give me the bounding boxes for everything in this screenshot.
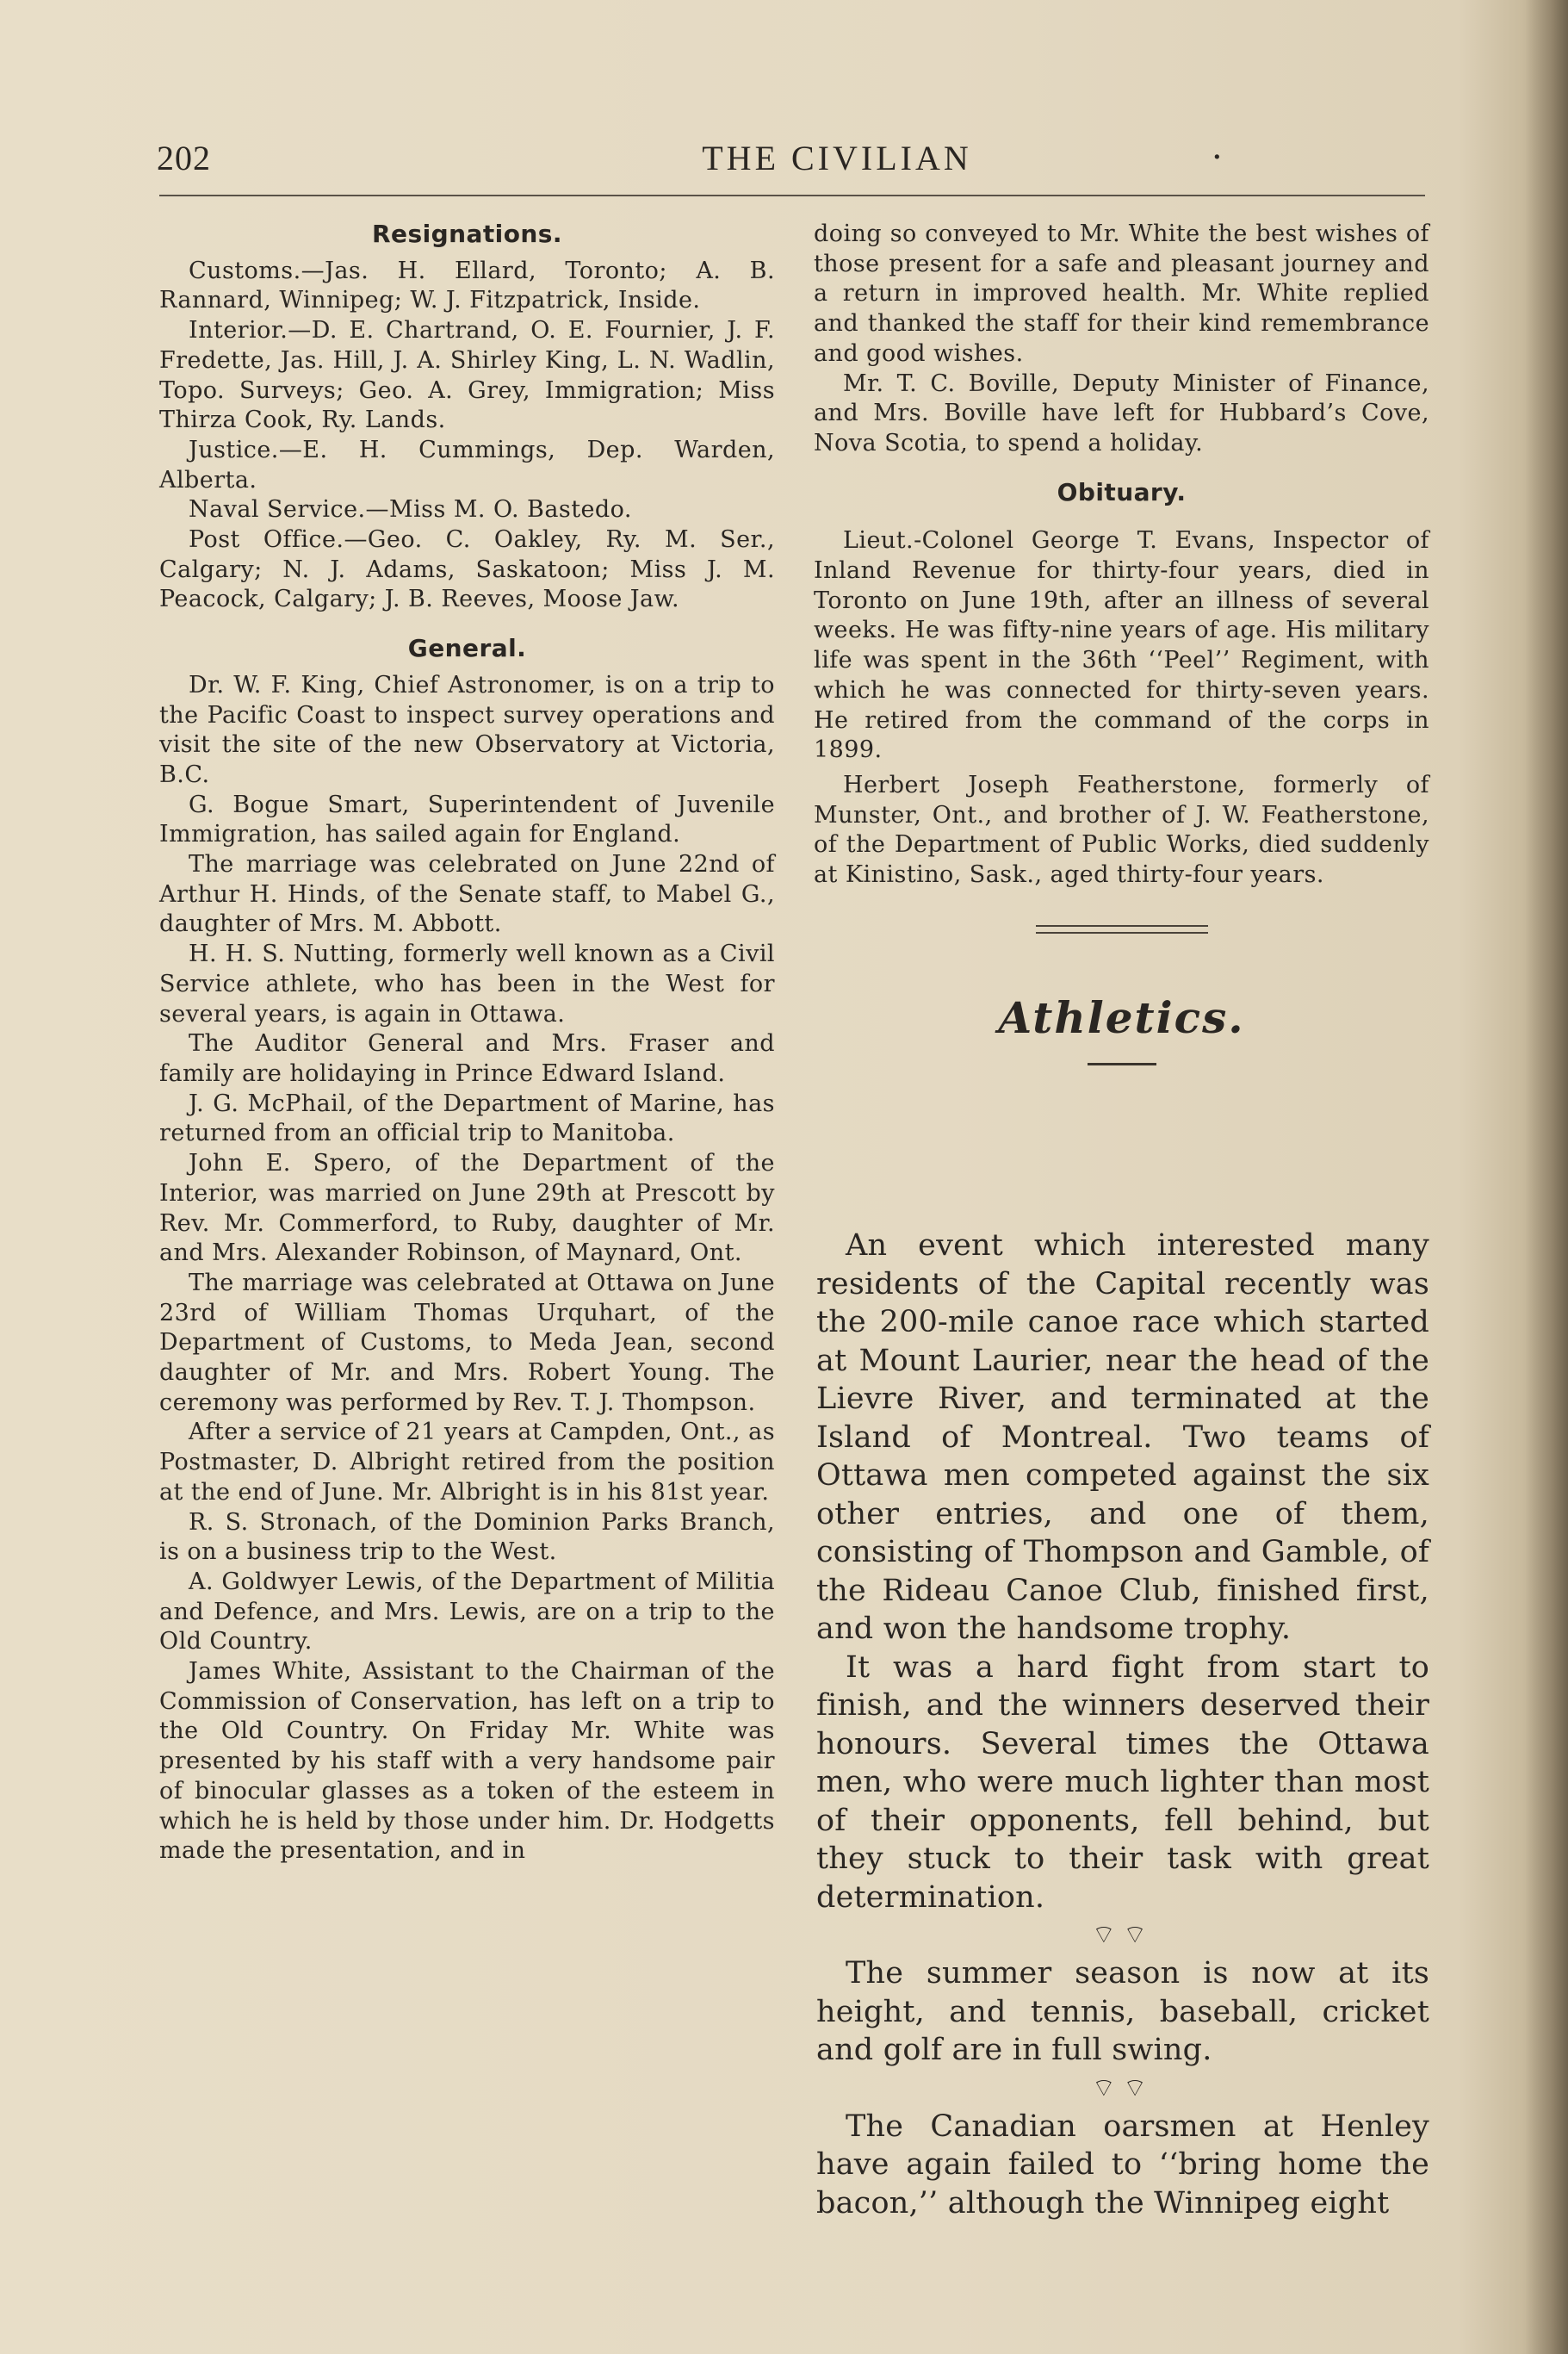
continued-paragraph: Mr. T. C. Boville, Deputy Minister of Finance, and Mrs. Boville have left for Hubbard’s Cove, Nova Scotia, to spend a holiday. <box>814 370 1429 457</box>
left-column <box>159 220 775 1866</box>
athletics-heading: Athletics. <box>998 991 1245 1043</box>
athletics-section <box>816 1227 1429 2222</box>
general-item: J. G. McPhail, of the Department of Marine, has returned from an official trip to Manitoba. <box>159 1090 775 1147</box>
general-item: H. H. S. Nutting, formerly well known as a Civil Service athlete, who has been in the West for several years, is again in Ottawa. <box>159 941 775 1028</box>
obituary-item: Herbert Joseph Featherstone, formerly of Munster, Ont., and brother of J. W. Featherstone, of the Department of Public Works, died suddenly at Kinistino, Sask., aged thirty-four years. <box>814 771 1429 889</box>
athletics-paragraph: An event which interested many residents of the Capital recently was the 200-mile canoe race which started at Mount Laurier, near the head of the Lievre River, and terminated at the Island of Montreal. Two teams of Ottawa men competed against the six other entries, and one of them, consisting of Thompson and Gamble, of the Rideau Canoe Club, finished first, and won the handsome trophy. <box>816 1228 1429 1646</box>
obituary-item: Lieut.-Colonel George T. Evans, Inspector of Inland Revenue for thirty-four years, died in Toronto on June 19th, after an illness of several weeks. He was fifty-nine years of age. His military life was spent in the 36th ‘‘Peel’’ Regiment, with which he was connected for thirty-seven years. He retired from the command of the corps in 1899. <box>814 527 1429 764</box>
general-item: A. Goldwyer Lewis, of the Department of Militia and Defence, and Mrs. Lewis, are on a trip to the Old Country. <box>159 1568 775 1655</box>
resignation-entry: Justice.—E. H. Cummings, Dep. Warden, Alberta. <box>159 436 775 494</box>
general-item: James White, Assistant to the Chairman of the Commission of Conservation, has left on a trip to the Old Country. On Friday Mr. White was presented by his staff with a very handsome pair of binocular glasses as a token of the esteem in which he is held by those under him. Dr. Hodgetts made the presentation, and in <box>159 1658 775 1865</box>
general-item: After a service of 21 years at Campden, Ont., as Postmaster, D. Albright retired from the position at the end of June. Mr. Albright is in his 81st year. <box>159 1419 775 1506</box>
athletics-paragraph: The Canadian oarsmen at Henley have again failed to ‘‘bring home the bacon,’’ although the Winnipeg eight <box>816 2109 1429 2220</box>
athletics-paragraph: The summer season is now at its height, and tennis, baseball, cricket and golf are in full swing. <box>816 1956 1429 2067</box>
running-title: THE CIVILIAN <box>702 139 972 177</box>
resignation-entry: Naval Service.—Miss M. O. Bastedo. <box>189 496 632 524</box>
general-item: R. S. Stronach, of the Dominion Parks Branch, is on a business trip to the West. <box>159 1508 775 1566</box>
general-item: The marriage was celebrated at Ottawa on June 23rd of William Thomas Urquhart, of the Department of Customs, to Meda Jean, second daughter of Mr. and Mrs. Robert Young. The ceremony was performed by Rev. T. J. Thompson. <box>159 1269 775 1416</box>
page-number: 202 <box>157 139 211 177</box>
general-item: G. Bogue Smart, Superintendent of Juvenile Immigration, has sailed again for England. <box>159 791 775 848</box>
general-heading: General. <box>407 634 527 663</box>
running-header <box>157 138 1422 189</box>
general-item: The Auditor General and Mrs. Fraser and family are holidaying in Prince Edward Island. <box>159 1030 775 1087</box>
page-edge-shadow <box>1525 0 1568 2354</box>
continued-paragraph: doing so conveyed to Mr. White the best wishes of those present for a safe and pleasant journey and a return in improved health. Mr. White replied and thanked the staff for their kind remembrance and good wishes. <box>814 220 1429 367</box>
athletics-rule <box>1088 1063 1156 1065</box>
general-item: Dr. W. F. King, Chief Astronomer, is on a trip to the Pacific Coast to inspect survey operations and visit the site of the new Observatory at Victoria, B.C. <box>159 671 775 788</box>
section-double-rule <box>1036 925 1208 934</box>
resignation-entry: Interior.—D. E. Chartrand, O. E. Fournier, J. F. Fredette, Jas. Hill, J. A. Shirley King, L. N. Wadlin, Topo. Surveys; Geo. A. Grey, Immigration; Miss Thirza Cook, Ry. Lands. <box>159 317 775 434</box>
header-dot: · <box>1212 138 1223 177</box>
resignation-entry: Customs.—Jas. H. Ellard, Toronto; A. B. Rannard, Winnipeg; W. J. Fitzpatrick, Inside. <box>159 257 775 314</box>
general-item: John E. Spero, of the Department of the Interior, was married on June 29th at Prescott by Rev. Mr. Commerford, to Ruby, daughter of Mr. and Mrs. Alexander Robinson, of Maynard, Ont. <box>159 1150 775 1267</box>
header-rule <box>159 195 1425 196</box>
athletics-paragraph: It was a hard fight from start to finish, and the winners deserved their honours. Several times the Ottawa men, who were much lighter than most of their opponents, fell behind, but they stuck to their task with great determination. <box>816 1649 1429 1915</box>
general-item: The marriage was celebrated on June 22nd of Arthur H. Hinds, of the Senate staff, to Mabel G., daughter of Mrs. M. Abbott. <box>159 851 775 938</box>
resignations-heading: Resignations. <box>372 220 562 248</box>
resignation-entry: Post Office.—Geo. C. Oakley, Ry. M. Ser., Calgary; N. J. Adams, Saskatoon; Miss J. M. Peacock, Calgary; J. B. Reeves, Moose Jaw. <box>159 526 775 613</box>
obituary-heading: Obituary. <box>1057 477 1187 506</box>
ornament-divider: ⌔⌔ <box>1091 1920 1155 1950</box>
ornament-divider: ⌔⌔ <box>1091 2072 1155 2103</box>
right-column <box>814 220 1429 1065</box>
